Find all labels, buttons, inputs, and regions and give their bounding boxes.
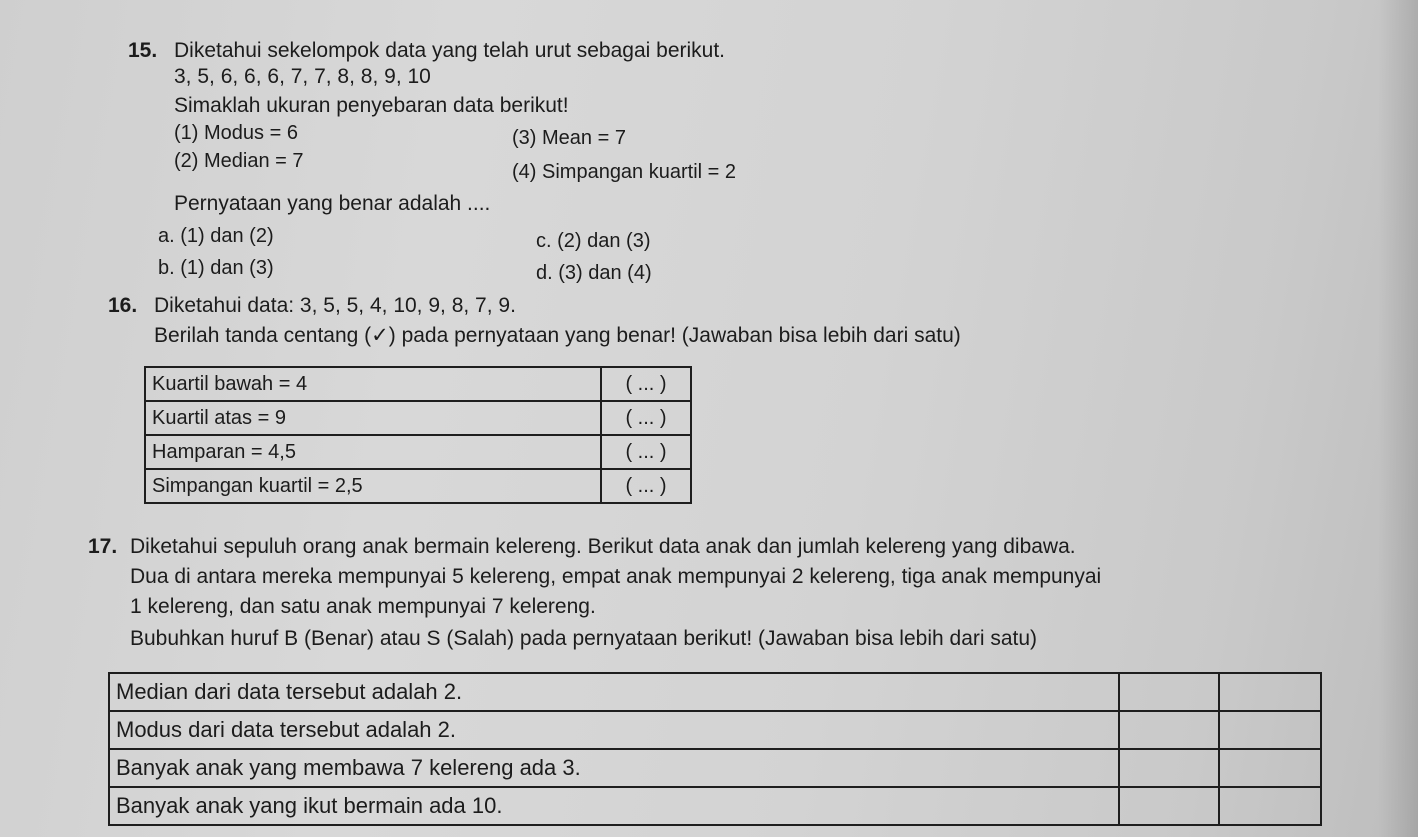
q15-option-c: c. (2) dan (3) [536, 230, 651, 252]
q16-row-4-check[interactable]: ( ... ) [601, 469, 691, 503]
q16-instruction: Berilah tanda centang (✓) pada pernyataan yang benar! (Jawaban bisa lebih dari satu) [154, 324, 961, 347]
q15-option-d: d. (3) dan (4) [536, 262, 652, 284]
q17-row-1-answer-s[interactable] [1219, 673, 1321, 711]
q15-statement-2: (2) Median = 7 [174, 150, 304, 172]
q15-question: Pernyataan yang benar adalah .... [174, 192, 491, 215]
q17-line-3: 1 kelereng, dan satu anak mempunyai 7 kelereng. [130, 595, 596, 618]
q17-row-2-answer-b[interactable] [1119, 711, 1219, 749]
q17-row-3-answer-s[interactable] [1219, 749, 1321, 787]
q15-number: 15. [128, 39, 158, 62]
q16-row-3-check[interactable]: ( ... ) [601, 435, 691, 469]
q15-option-a: a. (1) dan (2) [158, 225, 274, 247]
q15-option-b: b. (1) dan (3) [158, 257, 274, 279]
q17-line-2: Dua di antara mereka mempunyai 5 kelereng, empat anak mempunyai 2 kelereng, tiga anak mempunyai [130, 565, 1102, 588]
q17-row-4-answer-s[interactable] [1219, 787, 1321, 825]
q17-row-1-answer-b[interactable] [1119, 673, 1219, 711]
table-row [145, 469, 691, 503]
q16-row-2-text: Kuartil atas = 9 [145, 401, 601, 435]
page-edge-shadow [1378, 0, 1418, 837]
q16-table [144, 366, 692, 504]
q17-row-4-text: Banyak anak yang ikut bermain ada 10. [109, 787, 1119, 825]
q16-row-1-text: Kuartil bawah = 4 [145, 367, 601, 401]
table-row [109, 787, 1321, 825]
q16-prompt: Diketahui data: 3, 5, 5, 4, 10, 9, 8, 7, 9. [154, 294, 516, 317]
q15-data: 3, 5, 6, 6, 6, 7, 7, 8, 8, 9, 10 [174, 65, 431, 88]
q16-row-4-text: Simpangan kuartil = 2,5 [145, 469, 601, 503]
q17-row-4-answer-b[interactable] [1119, 787, 1219, 825]
q17-row-2-answer-s[interactable] [1219, 711, 1321, 749]
q17-number: 17. [88, 535, 118, 558]
q16-row-1-check[interactable]: ( ... ) [601, 367, 691, 401]
q15-prompt: Diketahui sekelompok data yang telah urut sebagai berikut. [174, 39, 726, 62]
q17-line-1: Diketahui sepuluh orang anak bermain kelereng. Berikut data anak dan jumlah kelereng yang dibawa. [130, 535, 1076, 558]
q15-statement-1: (1) Modus = 6 [174, 122, 298, 144]
q15-statement-3: (3) Mean = 7 [512, 127, 626, 149]
q15-instruction: Simaklah ukuran penyebaran data berikut! [174, 94, 569, 117]
q16-row-3-text: Hamparan = 4,5 [145, 435, 601, 469]
table-row [145, 435, 691, 469]
table-row [145, 367, 691, 401]
q16-row-2-check[interactable]: ( ... ) [601, 401, 691, 435]
q17-table [108, 672, 1322, 826]
table-row [109, 749, 1321, 787]
q17-instruction: Bubuhkan huruf B (Benar) atau S (Salah) pada pernyataan berikut! (Jawaban bisa lebih dari satu) [130, 627, 1038, 650]
table-row [109, 673, 1321, 711]
q17-row-3-text: Banyak anak yang membawa 7 kelereng ada 3. [109, 749, 1119, 787]
q17-row-1-text: Median dari data tersebut adalah 2. [109, 673, 1119, 711]
table-row [109, 711, 1321, 749]
q17-row-2-text: Modus dari data tersebut adalah 2. [109, 711, 1119, 749]
q15-statement-4: (4) Simpangan kuartil = 2 [512, 161, 737, 183]
q17-row-3-answer-b[interactable] [1119, 749, 1219, 787]
q16-number: 16. [108, 294, 138, 317]
table-row [145, 401, 691, 435]
